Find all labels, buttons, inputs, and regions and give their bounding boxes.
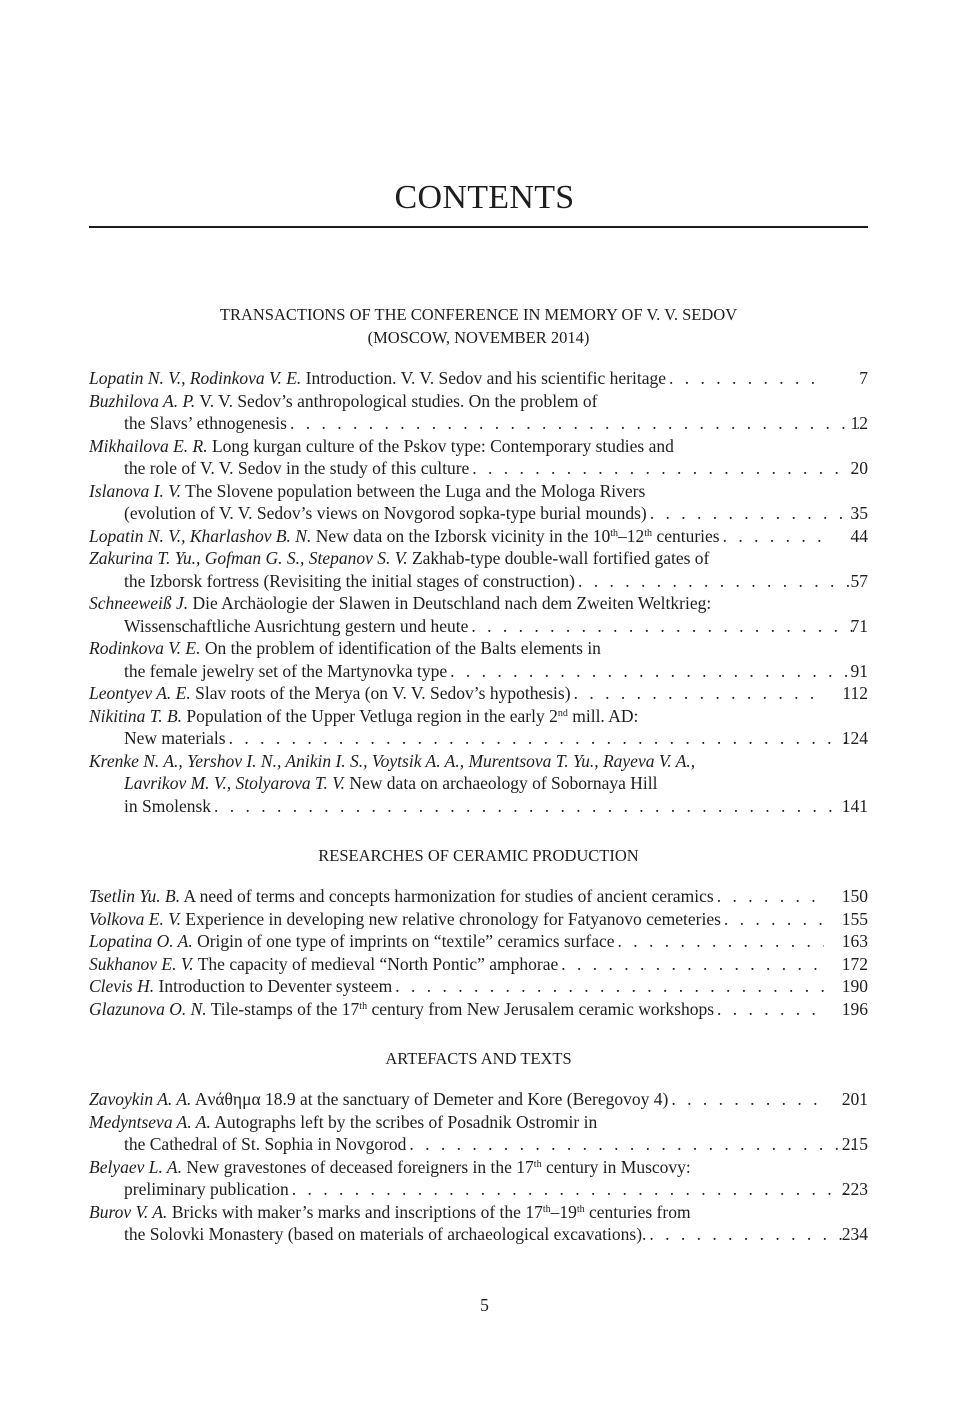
entry-text bbox=[89, 750, 695, 773]
entry-line-content bbox=[124, 772, 859, 795]
entry-text bbox=[89, 975, 392, 998]
entry-text bbox=[89, 1201, 691, 1224]
entry-title: the Cathedral of St. Sophia in Novgorod bbox=[124, 1134, 407, 1154]
entry-text bbox=[124, 570, 575, 593]
entry-line-content bbox=[89, 1156, 824, 1179]
title-divider bbox=[89, 226, 868, 228]
toc-entry bbox=[89, 975, 868, 998]
entry-text bbox=[124, 795, 211, 818]
toc-entry bbox=[89, 525, 868, 548]
entry-title-cont: century in Muscovy: bbox=[541, 1156, 691, 1177]
entry-line-content bbox=[89, 908, 824, 931]
entry-page-number: 91 bbox=[850, 660, 868, 681]
entry-line bbox=[89, 547, 868, 570]
entry-line-content bbox=[89, 525, 824, 548]
entry-line-content bbox=[124, 795, 859, 818]
entry-list bbox=[89, 1088, 868, 1246]
toc-entry bbox=[89, 1201, 868, 1246]
entry-title: preliminary publication bbox=[124, 1179, 289, 1199]
entry-title-cont: century from New Jerusalem ceramic workshops bbox=[367, 998, 715, 1019]
entry-title: Experience in developing new relative chronology for Fatyanovo cemeteries bbox=[181, 908, 721, 929]
entry-line-content bbox=[89, 682, 824, 705]
entry-line bbox=[89, 390, 868, 413]
toc-entry bbox=[89, 547, 868, 592]
dot-leader bbox=[720, 525, 824, 548]
entry-line bbox=[89, 412, 868, 435]
page-title: CONTENTS bbox=[394, 179, 575, 216]
entry-text bbox=[124, 727, 226, 750]
entry-line-content bbox=[124, 1178, 859, 1201]
entry-title: Origin of one type of imprints on “textile” ceramics surface bbox=[192, 931, 615, 951]
entry-author: Lopatina O. A. bbox=[89, 931, 193, 951]
entry-line-content bbox=[89, 705, 824, 728]
entry-author: Tsetlin Yu. B. bbox=[89, 886, 181, 906]
entry-page-number: 124 bbox=[841, 728, 868, 748]
entry-title-cont: centuries bbox=[652, 525, 720, 546]
section-heading bbox=[89, 303, 868, 349]
dot-leader bbox=[447, 660, 859, 683]
entry-line bbox=[89, 1133, 868, 1156]
entry-line-content bbox=[89, 435, 824, 458]
superscript: th bbox=[610, 527, 619, 539]
entry-text bbox=[124, 412, 287, 435]
section-title: RESEARCHES OF CERAMIC PRODUCTION bbox=[318, 846, 639, 865]
entry-title: The capacity of medieval “North Pontic” amphorae bbox=[193, 953, 559, 974]
entry-title: in Smolensk bbox=[124, 795, 212, 816]
entry-title: the Slavs’ ethnogenesis bbox=[124, 413, 287, 433]
heading-spacer bbox=[89, 1070, 868, 1088]
entry-line bbox=[89, 637, 868, 660]
entry-author: Lopatin N. V., Rodinkova V. E. bbox=[89, 368, 302, 388]
entry-line bbox=[89, 480, 868, 503]
entry-title: A need of terms and concepts harmonization for studies of ancient ceramics bbox=[180, 886, 714, 906]
entry-title: Slav roots of the Merya (on V. V. Sedov’s hypothesis) bbox=[190, 683, 571, 703]
entry-page-number: 215 bbox=[841, 1134, 868, 1154]
entry-title-cont: –12 bbox=[618, 525, 645, 546]
entry-title: the Izborsk fortress (Revisiting the initial stages of construction) bbox=[124, 570, 576, 591]
toc-entry bbox=[89, 592, 868, 637]
entry-author: Glazunova O. N. bbox=[89, 998, 207, 1019]
entry-title: Autographs left by the scribes of Posadnik Ostromir in bbox=[210, 1111, 598, 1132]
entry-line bbox=[89, 953, 868, 976]
entry-line bbox=[89, 885, 868, 908]
entry-page-number: 44 bbox=[850, 525, 868, 546]
entry-text bbox=[89, 682, 571, 705]
superscript: nd bbox=[557, 707, 568, 719]
entry-title: Bricks with maker’s marks and inscriptions of the 17 bbox=[167, 1201, 543, 1222]
toc-entry bbox=[89, 953, 868, 976]
entry-title: New data on the Izborsk vicinity in the 10 bbox=[311, 525, 611, 546]
dot-leader bbox=[647, 502, 859, 525]
entry-line-content bbox=[89, 953, 824, 976]
toc-entry bbox=[89, 750, 868, 818]
entry-author: Zavoykin A. A. bbox=[89, 1089, 192, 1109]
entry-title: Wissenschaftliche Ausrichtung gestern und heute bbox=[124, 615, 469, 636]
toc-entry bbox=[89, 930, 868, 953]
entry-line bbox=[89, 1156, 868, 1179]
table-of-contents bbox=[89, 303, 868, 1246]
entry-title: The Slovene population between the Luga and the Mologa Rivers bbox=[181, 480, 646, 501]
toc-entry bbox=[89, 998, 868, 1021]
entry-text bbox=[124, 1133, 406, 1156]
toc-entry bbox=[89, 885, 868, 908]
entry-title: Introduction to Deventer systeem bbox=[154, 976, 393, 996]
toc-entry bbox=[89, 390, 868, 435]
entry-page-number: 112 bbox=[842, 683, 868, 703]
section-heading bbox=[89, 1047, 868, 1070]
entry-page-number: 196 bbox=[841, 998, 868, 1019]
entry-author: Mikhailova E. R. bbox=[89, 435, 208, 456]
superscript: th bbox=[542, 1203, 551, 1215]
entry-line bbox=[89, 930, 868, 953]
dot-leader bbox=[558, 953, 824, 976]
entry-line-content bbox=[89, 1088, 824, 1111]
entry-line-content bbox=[124, 457, 859, 480]
entry-line-content bbox=[124, 502, 859, 525]
entry-text bbox=[89, 1156, 691, 1179]
entry-text bbox=[89, 908, 721, 931]
entry-text bbox=[89, 1111, 597, 1134]
entry-line bbox=[89, 750, 868, 773]
entry-line-content bbox=[89, 1201, 824, 1224]
entry-line-content bbox=[89, 885, 824, 908]
dot-leader bbox=[668, 1088, 824, 1111]
entry-line bbox=[89, 660, 868, 683]
toc-entry bbox=[89, 1111, 868, 1156]
entry-author: Sukhanov E. V. bbox=[89, 953, 194, 974]
entry-line-content bbox=[89, 367, 824, 390]
entry-text bbox=[89, 367, 666, 390]
entry-title: New gravestones of deceased foreigners in the 17 bbox=[181, 1156, 534, 1177]
entry-page-number: 234 bbox=[841, 1224, 868, 1244]
entry-title: Aνάθημα 18.9 at the sanctuary of Demeter and Kore (Beregovoy 4) bbox=[191, 1089, 669, 1109]
dot-leader bbox=[666, 367, 824, 390]
entry-text bbox=[124, 660, 447, 683]
dot-leader bbox=[289, 1178, 859, 1201]
entry-page-number: 20 bbox=[850, 458, 868, 478]
entry-line-content bbox=[89, 547, 824, 570]
entry-text bbox=[89, 705, 638, 728]
entry-author: Belyaev L. A. bbox=[89, 1156, 182, 1177]
superscript: th bbox=[533, 1158, 542, 1170]
section-subtitle: (MOSCOW, NOVEMBER 2014) bbox=[367, 328, 590, 347]
entry-author: Nikitina T. B. bbox=[89, 705, 183, 726]
entry-page-number: 150 bbox=[841, 886, 868, 906]
dot-leader bbox=[571, 682, 824, 705]
heading-spacer bbox=[89, 349, 868, 367]
entry-text bbox=[124, 502, 647, 525]
toc-entry bbox=[89, 908, 868, 931]
entry-title: Tile-stamps of the 17 bbox=[206, 998, 360, 1019]
superscript: th bbox=[576, 1203, 585, 1215]
entry-text bbox=[89, 592, 711, 615]
dot-leader bbox=[287, 412, 859, 435]
dot-leader bbox=[211, 795, 859, 818]
entry-text bbox=[89, 435, 674, 458]
entry-line-content bbox=[89, 750, 824, 773]
entry-author: Clevis H. bbox=[89, 976, 155, 996]
entry-line bbox=[89, 1201, 868, 1224]
entry-text bbox=[89, 930, 615, 953]
entry-line bbox=[89, 772, 868, 795]
toc-entry bbox=[89, 682, 868, 705]
entry-page-number: 141 bbox=[841, 795, 868, 816]
entry-line bbox=[89, 435, 868, 458]
entry-page-number: 223 bbox=[841, 1179, 868, 1199]
entry-line bbox=[89, 502, 868, 525]
entry-author: Leontyev A. E. bbox=[89, 683, 191, 703]
superscript: th bbox=[359, 1000, 368, 1012]
entry-line-content bbox=[89, 998, 824, 1021]
entry-text bbox=[124, 772, 658, 795]
entry-line bbox=[89, 795, 868, 818]
entry-page-number: 7 bbox=[859, 368, 868, 388]
dot-leader bbox=[721, 908, 824, 931]
entry-title: Introduction. V. V. Sedov and his scientific heritage bbox=[301, 368, 666, 388]
entry-author: Rodinkova V. E. bbox=[89, 638, 201, 658]
entry-line-content bbox=[89, 930, 824, 953]
entry-page-number: 12 bbox=[850, 413, 868, 433]
page-number: 5 bbox=[480, 1295, 489, 1315]
entry-line bbox=[89, 727, 868, 750]
entry-title: Die Archäologie der Slawen in Deutschland nach dem Zweiten Weltkrieg: bbox=[188, 593, 712, 613]
dot-leader bbox=[714, 885, 824, 908]
dot-leader bbox=[575, 570, 859, 593]
entry-list bbox=[89, 885, 868, 1020]
toc-entry bbox=[89, 367, 868, 390]
entry-author: Krenke N. A., Yershov I. N., Anikin I. S., Voytsik A. A., Murentsova T. Yu., Rayeva V. A., bbox=[89, 750, 696, 771]
dot-leader bbox=[646, 1223, 859, 1246]
entry-line bbox=[89, 570, 868, 593]
entry-line-content bbox=[124, 570, 859, 593]
entry-line bbox=[89, 975, 868, 998]
entry-text bbox=[89, 637, 601, 660]
entry-text bbox=[124, 457, 469, 480]
entry-line-content bbox=[124, 727, 859, 750]
entry-author: Volkova E. V. bbox=[89, 908, 182, 929]
entry-line-content bbox=[89, 592, 824, 615]
entry-title-cont: mill. AD: bbox=[567, 705, 639, 726]
dot-leader bbox=[615, 930, 824, 953]
entry-title-cont: centuries from bbox=[584, 1201, 691, 1222]
dot-leader bbox=[468, 615, 859, 638]
entry-line bbox=[89, 525, 868, 548]
entry-text bbox=[89, 525, 720, 548]
entry-page-number: 35 bbox=[850, 503, 868, 523]
entry-line bbox=[89, 1088, 868, 1111]
section-title: TRANSACTIONS OF THE CONFERENCE IN MEMORY OF V. V. SEDOV bbox=[219, 305, 738, 324]
entry-title: Long kurgan culture of the Pskov type: Contemporary studies and bbox=[207, 435, 674, 456]
entry-title: the female jewelry set of the Martynovka type bbox=[124, 660, 448, 681]
entry-title: the role of V. V. Sedov in the study of this culture bbox=[124, 458, 470, 478]
entry-line-content bbox=[89, 390, 824, 413]
entry-author: Buzhilova A. P. bbox=[89, 390, 196, 411]
entry-author: Medyntseva A. A. bbox=[89, 1111, 211, 1132]
entry-line-content bbox=[89, 975, 824, 998]
entry-text bbox=[124, 615, 468, 638]
toc-entry bbox=[89, 1088, 868, 1111]
entry-title-cont: –19 bbox=[550, 1201, 577, 1222]
entry-page-number: 172 bbox=[841, 953, 868, 974]
toc-entry bbox=[89, 637, 868, 682]
entry-title: Population of the Upper Vetluga region in the early 2 bbox=[182, 705, 558, 726]
entry-title: New materials bbox=[124, 728, 226, 748]
entry-author: Zakurina T. Yu., Gofman G. S., Stepanov S. V. bbox=[89, 548, 408, 568]
entry-line bbox=[89, 682, 868, 705]
entry-text bbox=[124, 1178, 289, 1201]
section-title: ARTEFACTS AND TEXTS bbox=[385, 1049, 572, 1068]
entry-line bbox=[89, 615, 868, 638]
toc-entry bbox=[89, 480, 868, 525]
entry-line bbox=[89, 1178, 868, 1201]
entry-line-content bbox=[124, 412, 859, 435]
entry-author: Burov V. A. bbox=[89, 1201, 168, 1222]
heading-spacer bbox=[89, 867, 868, 885]
entry-line bbox=[89, 998, 868, 1021]
entry-text bbox=[89, 885, 714, 908]
dot-leader bbox=[406, 1133, 859, 1156]
entry-author: Lopatin N. V., Kharlashov B. N. bbox=[89, 525, 312, 546]
entry-line bbox=[89, 908, 868, 931]
entry-text bbox=[89, 953, 558, 976]
entry-line bbox=[89, 367, 868, 390]
entry-page-number: 71 bbox=[850, 615, 868, 636]
entry-page-number: 57 bbox=[850, 570, 868, 591]
superscript: th bbox=[644, 527, 653, 539]
entry-title: the Solovki Monastery (based on materials of archaeological excavations). bbox=[124, 1224, 647, 1244]
toc-entry bbox=[89, 435, 868, 480]
dot-leader bbox=[469, 457, 859, 480]
section-spacer bbox=[89, 1020, 868, 1047]
entry-title: New data on archaeology of Sobornaya Hill bbox=[345, 773, 658, 793]
dot-leader bbox=[226, 727, 859, 750]
entry-title: V. V. Sedov’s anthropological studies. On the problem of bbox=[195, 390, 598, 411]
entry-line-content bbox=[124, 660, 859, 683]
entry-line-content bbox=[124, 1133, 859, 1156]
entry-text bbox=[124, 1223, 646, 1246]
toc-entry bbox=[89, 705, 868, 750]
entry-line-content bbox=[124, 615, 859, 638]
entry-list bbox=[89, 367, 868, 817]
entry-text bbox=[89, 390, 597, 413]
entry-text bbox=[89, 547, 709, 570]
entry-title: On the problem of identification of the Balts elements in bbox=[200, 638, 601, 658]
entry-line bbox=[89, 457, 868, 480]
entry-title: (evolution of V. V. Sedov’s views on Novgorod sopka-type burial mounds) bbox=[124, 503, 647, 523]
entry-page-number: 190 bbox=[841, 976, 868, 996]
entry-title: Zakhab-type double-wall fortified gates of bbox=[407, 548, 710, 568]
entry-line-content bbox=[89, 480, 824, 503]
entry-line bbox=[89, 1111, 868, 1134]
entry-author: Schneeweiß J. bbox=[89, 593, 189, 613]
entry-text bbox=[89, 1088, 668, 1111]
dot-leader bbox=[714, 998, 824, 1021]
entry-page-number: 201 bbox=[841, 1089, 868, 1109]
toc-entry bbox=[89, 1156, 868, 1201]
section-heading bbox=[89, 844, 868, 867]
entry-page-number: 155 bbox=[841, 908, 868, 929]
entry-line bbox=[89, 705, 868, 728]
dot-leader bbox=[392, 975, 824, 998]
entry-author: Islanova I. V. bbox=[89, 480, 182, 501]
entry-line bbox=[89, 592, 868, 615]
entry-line-content bbox=[89, 1111, 824, 1134]
entry-line-content bbox=[124, 1223, 859, 1246]
entry-page-number: 163 bbox=[841, 931, 868, 951]
entry-text bbox=[89, 480, 645, 503]
entry-author: Lavrikov M. V., Stolyarova T. V. bbox=[124, 773, 346, 793]
entry-line-content bbox=[89, 637, 824, 660]
entry-text bbox=[89, 998, 714, 1021]
section-spacer bbox=[89, 817, 868, 844]
entry-line bbox=[89, 1223, 868, 1246]
